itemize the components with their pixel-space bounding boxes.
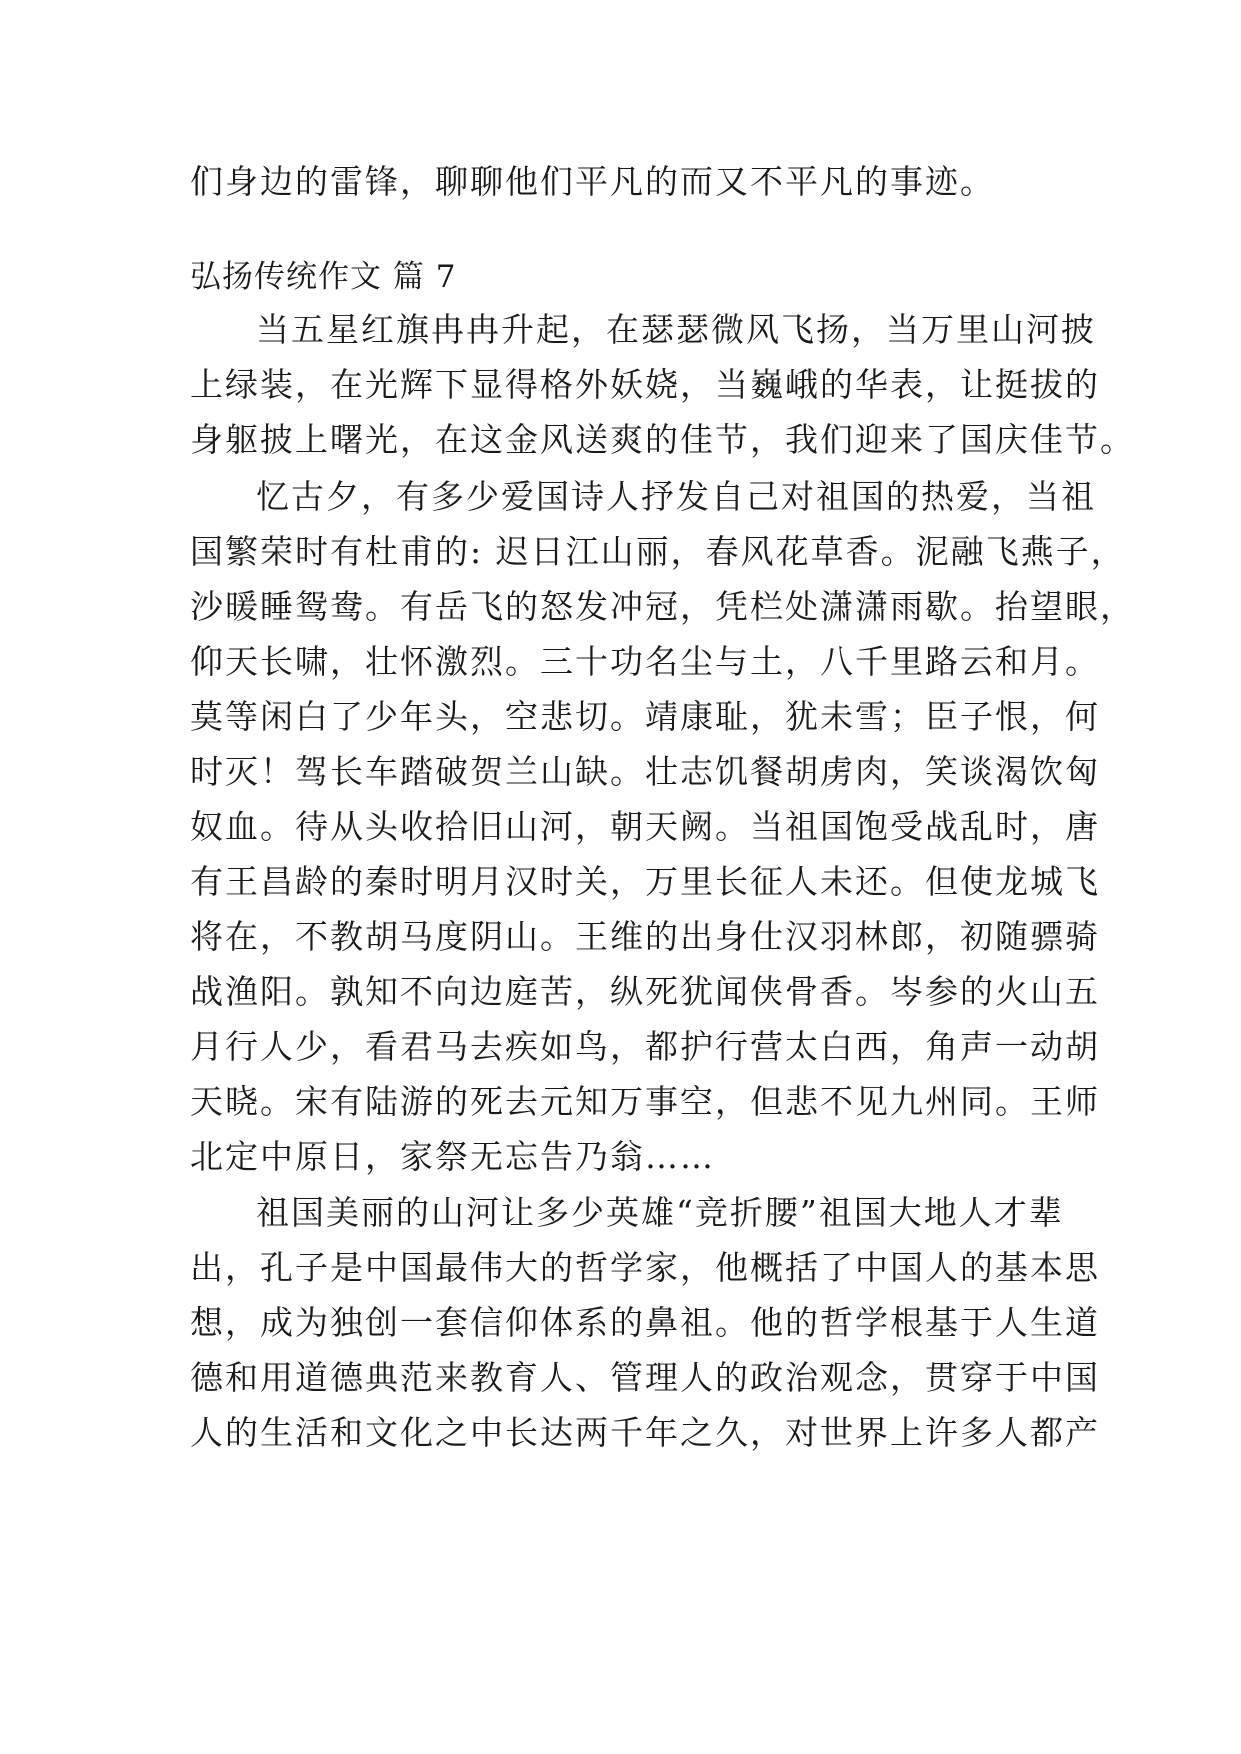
text-line: 上绿装，在光辉下显得格外妖娆，当巍峨的华表，让挺拔的 xyxy=(190,365,1100,404)
text-line: 沙暖睡鸳鸯。有岳飞的怒发冲冠，凭栏处潇潇雨歇。抬望眼， xyxy=(190,587,1135,626)
text-line: 想，成为独创一套信仰体系的鼻祖。他的哲学根基于人生道 xyxy=(190,1303,1100,1342)
section-heading: 弘扬传统作文 篇 7 xyxy=(190,259,457,295)
text-line: 天晓。宋有陆游的死去元知万事空，但悲不见九州同。王师 xyxy=(190,1082,1100,1121)
text-line: 月行人少，看君马去疾如鸟，都护行营太白西，角声一动胡 xyxy=(190,1027,1100,1066)
text-line: 祖国美丽的山河让多少英雄“竞折腰”祖国大地人才辈 xyxy=(256,1193,1064,1232)
text-line: 德和用道德典范来教育人、管理人的政治观念，贯穿于中国 xyxy=(190,1358,1100,1397)
text-line: 当五星红旗冉冉升起，在瑟瑟微风飞扬，当万里山河披 xyxy=(256,310,1096,349)
text-line: 们身边的雷锋，聊聊他们平凡的而又不平凡的事迹。 xyxy=(190,162,995,201)
text-line: 奴血。待从头收拾旧山河，朝天阙。当祖国饱受战乱时，唐 xyxy=(190,807,1100,846)
text-line: 人的生活和文化之中长达两千年之久，对世界上许多人都产 xyxy=(190,1413,1100,1452)
text-line: 出，孔子是中国最伟大的哲学家，他概括了中国人的基本思 xyxy=(190,1248,1100,1287)
text-line: 身躯披上曙光，在这金风送爽的佳节，我们迎来了国庆佳节。 xyxy=(190,420,1135,459)
text-line: 有王昌龄的秦时明月汉时关，万里长征人未还。但使龙城飞 xyxy=(190,862,1100,901)
text-line: 时灭！驾长车踏破贺兰山缺。壮志饥餐胡虏肉，笑谈渴饮匈 xyxy=(190,752,1100,791)
text-line: 战渔阳。孰知不向边庭苦，纵死犹闻侠骨香。岑参的火山五 xyxy=(190,972,1100,1011)
text-line: 国繁荣时有杜甫的: 迟日江山丽，春风花草香。泥融飞燕子， xyxy=(190,532,1126,571)
text-line: 北定中原日，家祭无忘告乃翁…… xyxy=(190,1137,715,1176)
text-line: 莫等闲白了少年头，空悲切。靖康耻，犹未雪；臣子恨，何 xyxy=(190,697,1100,736)
text-line: 仰天长啸，壮怀激烈。三十功名尘与土，八千里路云和月。 xyxy=(190,642,1100,681)
text-line: 将在，不教胡马度阴山。王维的出身仕汉羽林郎，初随骠骑 xyxy=(190,917,1100,956)
text-line: 忆古夕，有多少爱国诗人抒发自己对祖国的热爱，当祖 xyxy=(256,477,1096,516)
